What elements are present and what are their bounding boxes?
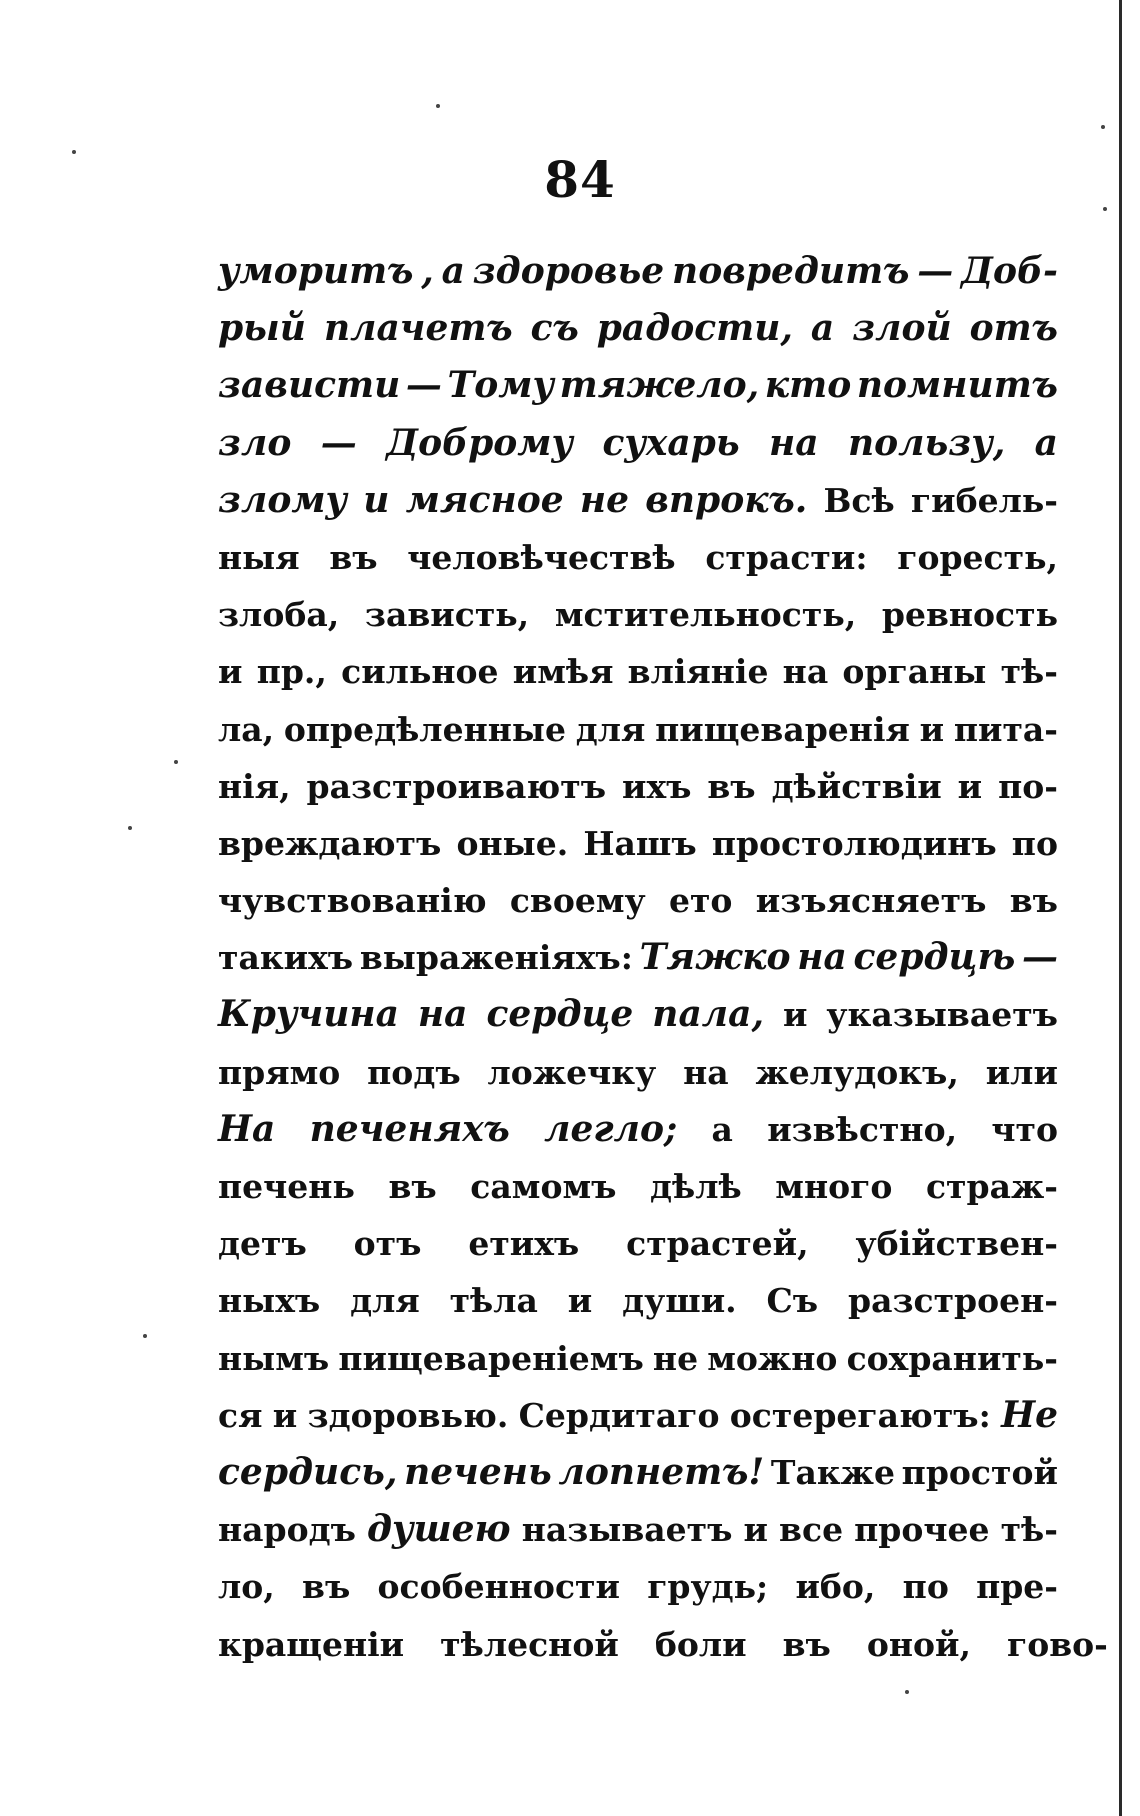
word: ла,: [218, 709, 275, 749]
word: оной,: [866, 1624, 971, 1664]
italic-word: на: [768, 421, 819, 464]
text-line: [218, 1444, 1058, 1501]
word: здоровью.: [307, 1395, 509, 1435]
italic-word: —: [320, 421, 357, 464]
word: изъясняетъ: [755, 881, 987, 921]
text-line: [218, 1330, 1058, 1387]
word: и: [782, 995, 808, 1035]
text-line: [218, 472, 1058, 529]
italic-word: кто: [764, 364, 852, 407]
scan-speck: [72, 150, 76, 154]
word: Всѣ: [823, 480, 895, 520]
italic-word: злому: [218, 478, 348, 521]
italic-word: Не: [1001, 1393, 1058, 1436]
italic-word: мясное: [405, 478, 564, 521]
page-edge-rule: [1119, 0, 1122, 1816]
italic-word: пала,: [652, 993, 764, 1036]
italic-word: а: [810, 307, 835, 350]
text-line: [218, 357, 1058, 414]
word: страстей,: [626, 1224, 809, 1264]
text-line: [218, 1158, 1058, 1215]
italic-word: и: [363, 478, 390, 521]
italic-word: Доброму: [386, 421, 574, 464]
word: разстроиваютъ: [306, 766, 607, 806]
italic-word: сухарь: [602, 421, 740, 464]
italic-word: легло;: [544, 1107, 678, 1150]
scan-speck: [905, 1690, 909, 1694]
word: органы: [842, 652, 987, 692]
text-line: [218, 1101, 1058, 1158]
word: нія,: [218, 766, 291, 806]
word: ихъ: [621, 766, 692, 806]
italic-word: —: [917, 250, 954, 292]
italic-word: душею: [367, 1508, 511, 1551]
italic-word: здоровье: [472, 250, 665, 292]
italic-word: —: [405, 364, 442, 407]
word: и: [957, 766, 983, 806]
word: народъ: [218, 1510, 356, 1550]
word: убійствен-: [855, 1224, 1058, 1264]
italic-word: сердцѣ: [853, 936, 1016, 979]
word: Сердитаго: [518, 1395, 720, 1435]
word: Также: [770, 1452, 895, 1492]
word: въ: [707, 766, 756, 806]
italic-word: Доб-: [961, 250, 1058, 292]
italic-word: впрокъ.: [645, 478, 808, 521]
word: души.: [622, 1281, 737, 1321]
word: въ: [388, 1167, 437, 1206]
word: въ: [782, 1624, 831, 1664]
word: и: [743, 1510, 768, 1550]
word: вліяніе: [627, 652, 769, 692]
scan-speck: [143, 1334, 147, 1338]
word: ибо,: [795, 1567, 876, 1607]
italic-word: зависти: [218, 364, 401, 407]
italic-word: а: [441, 250, 465, 292]
italic-word: печеняхъ: [309, 1107, 510, 1150]
italic-word: тяжело,: [559, 364, 760, 407]
word: ныя: [218, 537, 300, 577]
text-line: [218, 586, 1058, 643]
word: оные.: [456, 823, 569, 863]
word: много: [775, 1167, 893, 1206]
word: такихъ: [218, 938, 354, 978]
word: все: [779, 1510, 844, 1550]
word: простой: [901, 1452, 1058, 1492]
text-line: [218, 415, 1058, 472]
word: печень: [218, 1167, 355, 1206]
word: злоба,: [218, 595, 340, 635]
text-line: [218, 1501, 1058, 1558]
word: самомъ: [470, 1167, 617, 1206]
word: или: [985, 1052, 1058, 1092]
word: ло,: [218, 1567, 275, 1607]
italic-word: на: [417, 993, 468, 1036]
word: Съ: [766, 1281, 819, 1321]
italic-word: лопнетъ!: [558, 1450, 765, 1493]
text-line: [218, 1272, 1058, 1329]
word: для: [350, 1281, 420, 1321]
text-line: [218, 529, 1058, 586]
word: на: [683, 1052, 729, 1092]
scan-speck: [436, 104, 440, 108]
text-line: [218, 758, 1058, 815]
italic-word: повредитъ: [672, 250, 910, 292]
italic-word: Тому: [447, 364, 555, 407]
italic-word: а: [1034, 421, 1058, 464]
text-line: [218, 300, 1058, 357]
word: и: [567, 1281, 593, 1321]
word: для: [575, 709, 646, 749]
italic-word: отъ: [969, 307, 1058, 350]
word: а: [711, 1109, 733, 1149]
word: не: [652, 1338, 699, 1378]
word: гибель-: [910, 480, 1058, 520]
word: своему: [509, 881, 646, 921]
word: страсти:: [705, 537, 868, 577]
word: пр.,: [256, 652, 327, 692]
word: опредѣленные: [283, 709, 566, 749]
word: пищеваренія: [655, 709, 910, 749]
italic-word: зло: [218, 421, 292, 464]
italic-word: пользу,: [847, 421, 1006, 464]
text-line: [218, 872, 1058, 929]
word: прочее: [854, 1510, 990, 1550]
italic-word: сердись,: [218, 1450, 398, 1493]
word: и: [272, 1395, 298, 1435]
word: тѣ-: [1000, 652, 1058, 692]
text-line: [218, 243, 1058, 300]
word: кращеніи: [218, 1624, 405, 1664]
scan-speck: [174, 760, 178, 764]
word: ето: [668, 881, 733, 921]
text-line: [218, 1616, 1108, 1673]
word: пита-: [953, 709, 1058, 749]
body-text: [218, 243, 1108, 1673]
word: что: [991, 1109, 1058, 1149]
word: можно: [707, 1338, 838, 1378]
italic-word: Тяжко: [639, 936, 791, 979]
text-line: [218, 643, 1058, 700]
word: извѣстно,: [767, 1109, 958, 1149]
italic-word: на: [797, 936, 847, 979]
word: ложечку: [487, 1052, 657, 1092]
italic-word: ,: [421, 250, 434, 292]
word: въ: [329, 537, 378, 577]
italic-word: злой: [852, 307, 952, 350]
word: называетъ: [521, 1510, 733, 1550]
word: простолюдинъ: [711, 823, 997, 863]
word: страж-: [925, 1167, 1058, 1206]
word: указываетъ: [826, 995, 1058, 1035]
word: пре-: [976, 1567, 1058, 1607]
word: грудь;: [647, 1567, 769, 1607]
italic-word: Кручина: [218, 993, 399, 1036]
italic-word: не: [579, 478, 630, 521]
text-line: [218, 701, 1058, 758]
scan-speck: [1103, 207, 1107, 211]
word: подъ: [367, 1052, 461, 1092]
italic-word: рый: [218, 307, 306, 350]
page-number: 84: [544, 150, 616, 209]
text-line: [218, 1215, 1058, 1272]
word: ревность: [881, 595, 1058, 635]
italic-word: радости,: [596, 307, 793, 350]
italic-word: уморитъ: [218, 250, 414, 292]
text-line: [218, 1558, 1058, 1615]
word: нымъ: [218, 1338, 330, 1378]
text-line: [218, 929, 1058, 986]
word: етихъ: [468, 1224, 580, 1264]
word: боли: [654, 1624, 747, 1664]
text-line: [218, 1044, 1058, 1101]
word: тѣ-: [1000, 1510, 1058, 1550]
text-line: [218, 1387, 1058, 1444]
word: зависть,: [364, 595, 530, 635]
word: сильное: [341, 652, 499, 692]
word: горесть,: [897, 537, 1058, 577]
word: сохранить-: [846, 1338, 1058, 1378]
word: выраженіяхъ:: [359, 938, 633, 978]
word: остерегаютъ:: [729, 1395, 991, 1435]
italic-word: —: [1022, 936, 1058, 979]
word: ся: [218, 1395, 263, 1435]
italic-word: плачетъ: [323, 307, 513, 350]
word: по: [902, 1567, 949, 1607]
word: имѣя: [512, 652, 614, 692]
word: по: [1011, 823, 1058, 863]
word: вреждаютъ: [218, 823, 442, 863]
word: мстительность,: [554, 595, 857, 635]
italic-word: сердце: [486, 993, 634, 1036]
word: въ: [1009, 881, 1058, 921]
word: по-: [998, 766, 1058, 806]
italic-word: печень: [404, 1450, 552, 1493]
text-line: [218, 986, 1058, 1043]
word: въ: [302, 1567, 351, 1607]
italic-word: съ: [530, 307, 579, 350]
italic-word: На: [218, 1107, 276, 1150]
italic-word: помнитъ: [856, 364, 1058, 407]
word: и: [218, 652, 243, 692]
word: прямо: [218, 1052, 341, 1092]
word: детъ: [218, 1224, 307, 1264]
word: ныхъ: [218, 1281, 321, 1321]
word: желудокъ,: [755, 1052, 959, 1092]
text-line: [218, 815, 1058, 872]
word: тѣлесной: [440, 1624, 619, 1664]
word: особенности: [377, 1567, 620, 1607]
word: и: [919, 709, 945, 749]
word: пищевареніемъ: [338, 1338, 644, 1378]
word: человѣчествѣ: [407, 537, 676, 577]
word: чувствованію: [218, 881, 487, 921]
word: на: [782, 652, 829, 692]
word: дѣйствіи: [771, 766, 942, 806]
word: дѣлѣ: [650, 1167, 742, 1206]
word: гово-: [1006, 1624, 1108, 1664]
word: тѣла: [449, 1281, 538, 1321]
word: Нашъ: [583, 823, 697, 863]
scan-speck: [1101, 125, 1105, 129]
word: отъ: [353, 1224, 422, 1264]
word: разстроен-: [848, 1281, 1058, 1321]
scan-speck: [128, 826, 132, 830]
